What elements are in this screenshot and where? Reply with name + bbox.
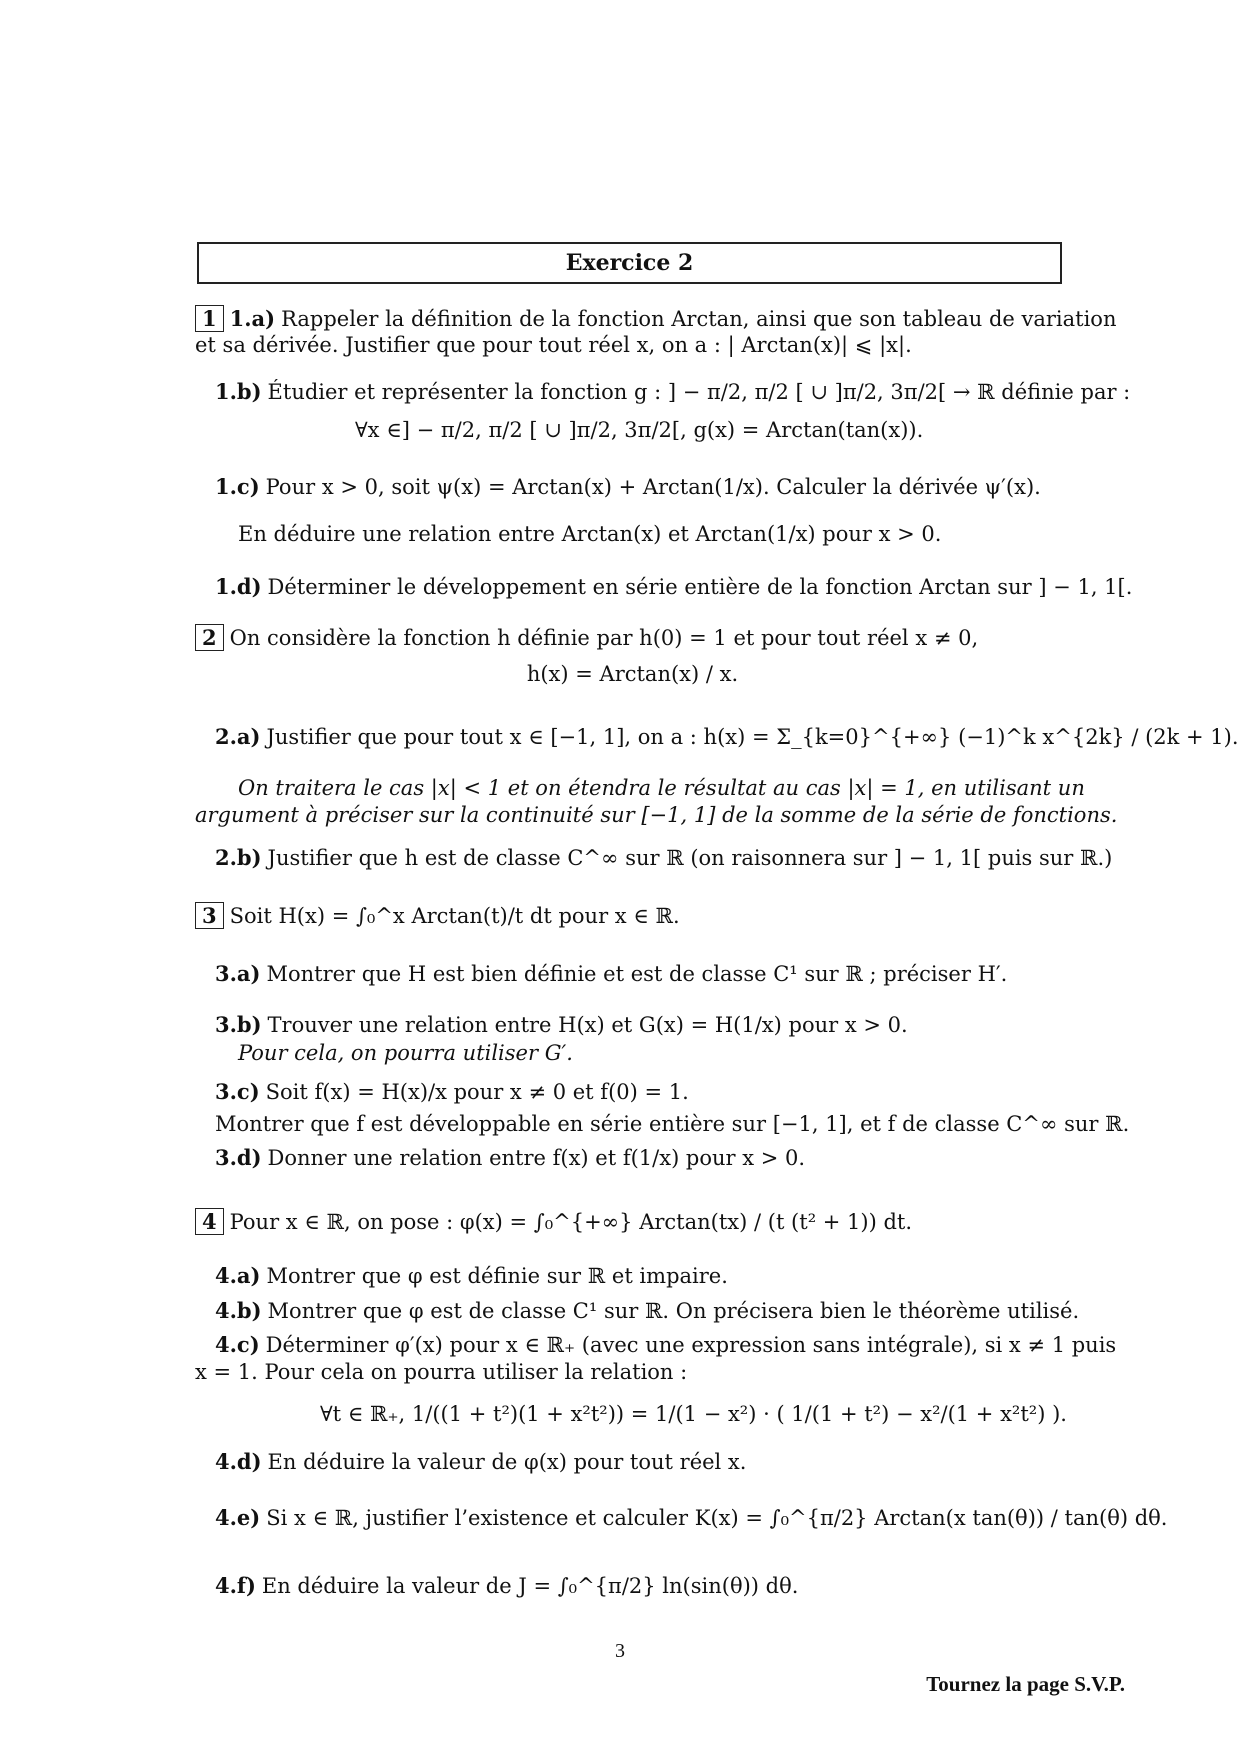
q1-b-line1: [215, 379, 1131, 404]
q4-a-text1: Montrer que φ est définie sur ℝ et impaire.: [266, 1264, 728, 1288]
q1-a-line2: et sa dérivée. Justifier que pour tout réel x, on a : | Arctan(x)| ⩽ |x|.: [195, 333, 912, 357]
q4-b-text1: Montrer que φ est de classe C¹ sur ℝ. On précisera bien le théorème utilisé.: [267, 1299, 1080, 1323]
q1-a-text1: Rappeler la définition de la fonction Arctan, ainsi que son tableau de variation: [281, 307, 1117, 331]
q2-a-line1: [215, 724, 1239, 749]
q1-d-text1: Déterminer le développement en série entière de la fonction Arctan sur ] − 1, 1[.: [267, 575, 1133, 599]
q1-c-text1: Pour x > 0, soit ψ(x) = Arctan(x) + Arctan(1/x). Calculer la dérivée ψ′(x).: [265, 475, 1041, 499]
q4-c-text1: Déterminer φ′(x) pour x ∈ ℝ₊ (avec une expression sans intégrale), si x ≠ 1 puis: [265, 1333, 1117, 1357]
q2-b-text1: Justifier que h est de classe C^∞ sur ℝ (on raisonnera sur ] − 1, 1[ puis sur ℝ.): [267, 846, 1113, 870]
q4-c-line3: ∀t ∈ ℝ₊, 1/((1 + t²)(1 + x²t²)) = 1/(1 − x²) · ( 1/(1 + t²) − x²/(1 + x²t²) ).: [320, 1402, 1067, 1426]
q3-a-label: 3.a): [215, 961, 261, 986]
q2-formula: h(x) = Arctan(x) / x.: [526, 662, 739, 686]
q4-c-line2: x = 1. Pour cela on pourra utiliser la relation :: [195, 1360, 688, 1384]
q2-a-line3: argument à préciser sur la continuité sur [−1, 1] de la somme de la série de fonctions.: [195, 803, 1118, 827]
q3-d-text1: Donner une relation entre f(x) et f(1/x) pour x > 0.: [267, 1146, 806, 1170]
q3-d-line1: [215, 1146, 1090, 1170]
q4-box: 4: [195, 1208, 224, 1235]
q3-b-text1: Trouver une relation entre H(x) et G(x) = H(1/x) pour x > 0.: [267, 1013, 908, 1037]
q2-a-text1: Justifier que pour tout x ∈ [−1, 1], on a : h(x) = Σ_{k=0}^{+∞} (−1)^k x^{2k} / (2k + 1).: [266, 725, 1239, 749]
q4-f-line1: [215, 1574, 1090, 1598]
q4-c-label: 4.c): [215, 1332, 260, 1357]
q1-c-line2: En déduire une relation entre Arctan(x) et Arctan(1/x) pour x > 0.: [238, 522, 942, 546]
q4-c-line1: [215, 1332, 1117, 1357]
q1-b-line2: ∀x ∈] − π/2, π/2 [ ∪ ]π/2, 3π/2[, g(x) = Arctan(tan(x)).: [355, 418, 924, 442]
q4-f-label: 4.f): [215, 1573, 256, 1598]
q1-c-label: 1.c): [215, 474, 260, 499]
q1-box: 1: [195, 305, 224, 332]
q3-a-line1: [215, 962, 1090, 986]
q3-c-label: 3.c): [215, 1079, 260, 1104]
q2-b-line1: [215, 845, 1113, 870]
q4-d-line1: [215, 1450, 1090, 1474]
q4-e-label: 4.e): [215, 1505, 261, 1530]
q2-b-label: 2.b): [215, 845, 262, 870]
q3-a-text1: Montrer que H est bien définie et est de classe C¹ sur ℝ ; préciser H′.: [266, 962, 1008, 986]
q4-d-label: 4.d): [215, 1449, 262, 1474]
q3-c-line1: [215, 1080, 1090, 1104]
page-number: 3: [615, 1640, 625, 1662]
q2-intro-line: [195, 624, 1070, 651]
q4-f-text1: En déduire la valeur de J = ∫₀^{π/2} ln(sin(θ)) dθ.: [261, 1574, 799, 1598]
q4-d-text1: En déduire la valeur de φ(x) pour tout réel x.: [267, 1450, 747, 1474]
q1-a-line1: [195, 305, 1117, 332]
q3-b-line1: [215, 1013, 1090, 1037]
q4-a-line1: [215, 1264, 1090, 1288]
q2-intro: On considère la fonction h définie par h(0) = 1 et pour tout réel x ≠ 0,: [229, 626, 979, 650]
q1-d-line1: [215, 574, 1133, 599]
q3-intro: Soit H(x) = ∫₀^x Arctan(t)/t dt pour x ∈ ℝ.: [229, 904, 680, 928]
q3-intro-line: [195, 902, 1070, 929]
q3-b-label: 3.b): [215, 1012, 262, 1037]
q4-e-line1: [215, 1505, 1168, 1530]
turn-page-note: Tournez la page S.V.P.: [926, 1672, 1125, 1696]
q3-c-text1: Soit f(x) = H(x)/x pour x ≠ 0 et f(0) = 1.: [265, 1080, 689, 1104]
q4-intro-line: [195, 1208, 1070, 1235]
q3-box: 3: [195, 902, 224, 929]
q1-d-label: 1.d): [215, 574, 262, 599]
q1-b-label: 1.b): [215, 379, 262, 404]
q4-b-line1: [215, 1299, 1090, 1323]
q4-e-text1: Si x ∈ ℝ, justifier l’existence et calculer K(x) = ∫₀^{π/2} Arctan(x tan(θ)) / tan(θ) dθ.: [266, 1506, 1168, 1530]
q4-a-label: 4.a): [215, 1263, 261, 1288]
q2-a-line2: On traitera le cas |x| < 1 et on étendra le résultat au cas |x| = 1, en utilisant un: [238, 776, 1085, 800]
q4-intro: Pour x ∈ ℝ, on pose : φ(x) = ∫₀^{+∞} Arctan(tx) / (t (t² + 1)) dt.: [229, 1210, 913, 1234]
exercise-title: Exercice 2: [197, 242, 1062, 284]
q3-b-line2: Pour cela, on pourra utiliser G′.: [238, 1041, 573, 1065]
q1-a-label: 1.a): [229, 306, 276, 331]
q4-b-label: 4.b): [215, 1298, 262, 1323]
q2-box: 2: [195, 624, 224, 651]
q1-b-text1: Étudier et représenter la fonction g : ] − π/2, π/2 [ ∪ ]π/2, 3π/2[ → ℝ définie par :: [267, 380, 1131, 404]
q3-d-label: 3.d): [215, 1145, 262, 1170]
q1-c-line1: [215, 475, 1090, 499]
q2-a-label: 2.a): [215, 724, 261, 749]
q3-c-line2: Montrer que f est développable en série entière sur [−1, 1], et f de classe C^∞ sur ℝ.: [215, 1112, 1130, 1136]
